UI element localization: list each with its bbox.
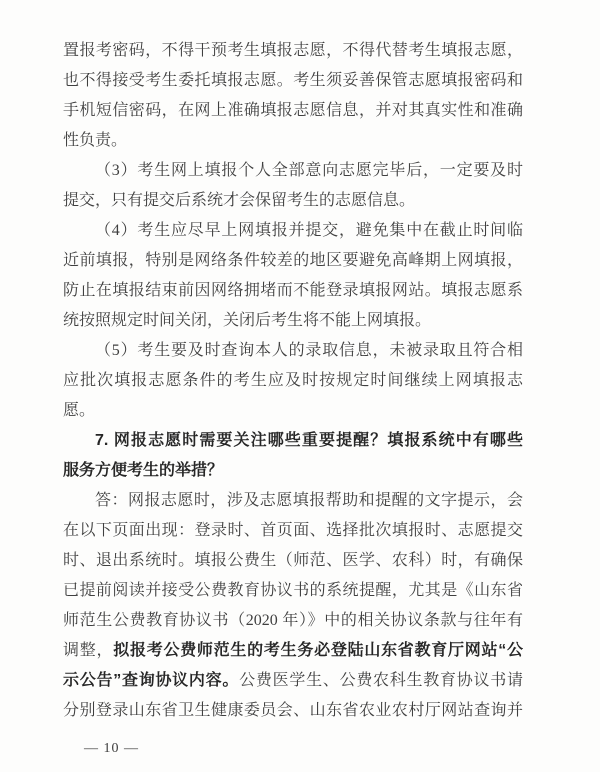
text-line: 分别登录山东省卫生健康委员会、山东省农业农村厅网站查询并	[63, 702, 523, 719]
text-segment: 调整，	[63, 642, 114, 659]
text-line: 防止在填报结束前因网络拥堵而不能登录填报网站。填报志愿系	[63, 282, 523, 299]
text-line: 统按照规定时间关闭，关闭后考生将不能上网填报。	[63, 312, 432, 329]
text-line: 答：网报志愿时，涉及志愿填报帮助和提醒的文字提示，会	[95, 492, 523, 509]
text-line: 也不得接受考生委托填报志愿。考生须妥善保管志愿填报密码和	[63, 72, 523, 89]
section-heading-line: 7. 网报志愿时需要关注哪些重要提醒？填报系统中有哪些	[95, 432, 523, 449]
text-line: 在以下页面出现：登录时、首页面、选择批次填报时、志愿提交	[63, 522, 523, 539]
bold-text-segment: 拟报考公费师范生的考生务必登陆山东省教育厅网站“公	[113, 642, 523, 659]
text-line	[63, 636, 523, 666]
text-line: 愿。	[63, 402, 96, 419]
section-heading-line: 服务方便考生的举措？	[63, 462, 224, 479]
text-line: 近前填报，特别是网络条件较差的地区要避免高峰期上网填报，	[63, 252, 523, 269]
text-line: 手机短信密码，在网上准确填报志愿信息，并对其真实性和准确	[63, 102, 523, 119]
text-line: 已提前阅读并接受公费教育协议书的系统提醒，尤其是《山东省	[63, 582, 523, 599]
text-line: （4）考生应尽早上网填报并提交，避免集中在截止时间临	[95, 222, 523, 239]
text-line	[63, 666, 523, 696]
text-line: 应批次填报志愿条件的考生应及时按规定时间继续上网填报志	[63, 372, 523, 389]
text-segment: 公费医学生、公费农科生教育协议书请	[239, 672, 523, 689]
text-line: 提交，只有提交后系统才会保留考生的志愿信息。	[63, 192, 416, 209]
bold-text-segment: 示公告”查询协议内容。	[63, 672, 240, 689]
text-line: 置报考密码，不得干预考生填报志愿，不得代替考生填报志愿，	[63, 42, 523, 59]
page-content	[63, 36, 523, 726]
text-line: 师范生公费教育协议书（2020 年）》中的相关协议条款与往年有	[63, 612, 523, 629]
text-line: 时、退出系统时。填报公费生（师范、医学、农科）时，有确保	[63, 552, 523, 569]
text-line: （5）考生要及时查询本人的录取信息，未被录取且符合相	[95, 342, 523, 359]
page-number: — 10 —	[84, 741, 139, 756]
text-line: 性负责。	[63, 132, 128, 149]
text-line: （3）考生网上填报个人全部意向志愿完毕后，一定要及时	[95, 162, 523, 179]
